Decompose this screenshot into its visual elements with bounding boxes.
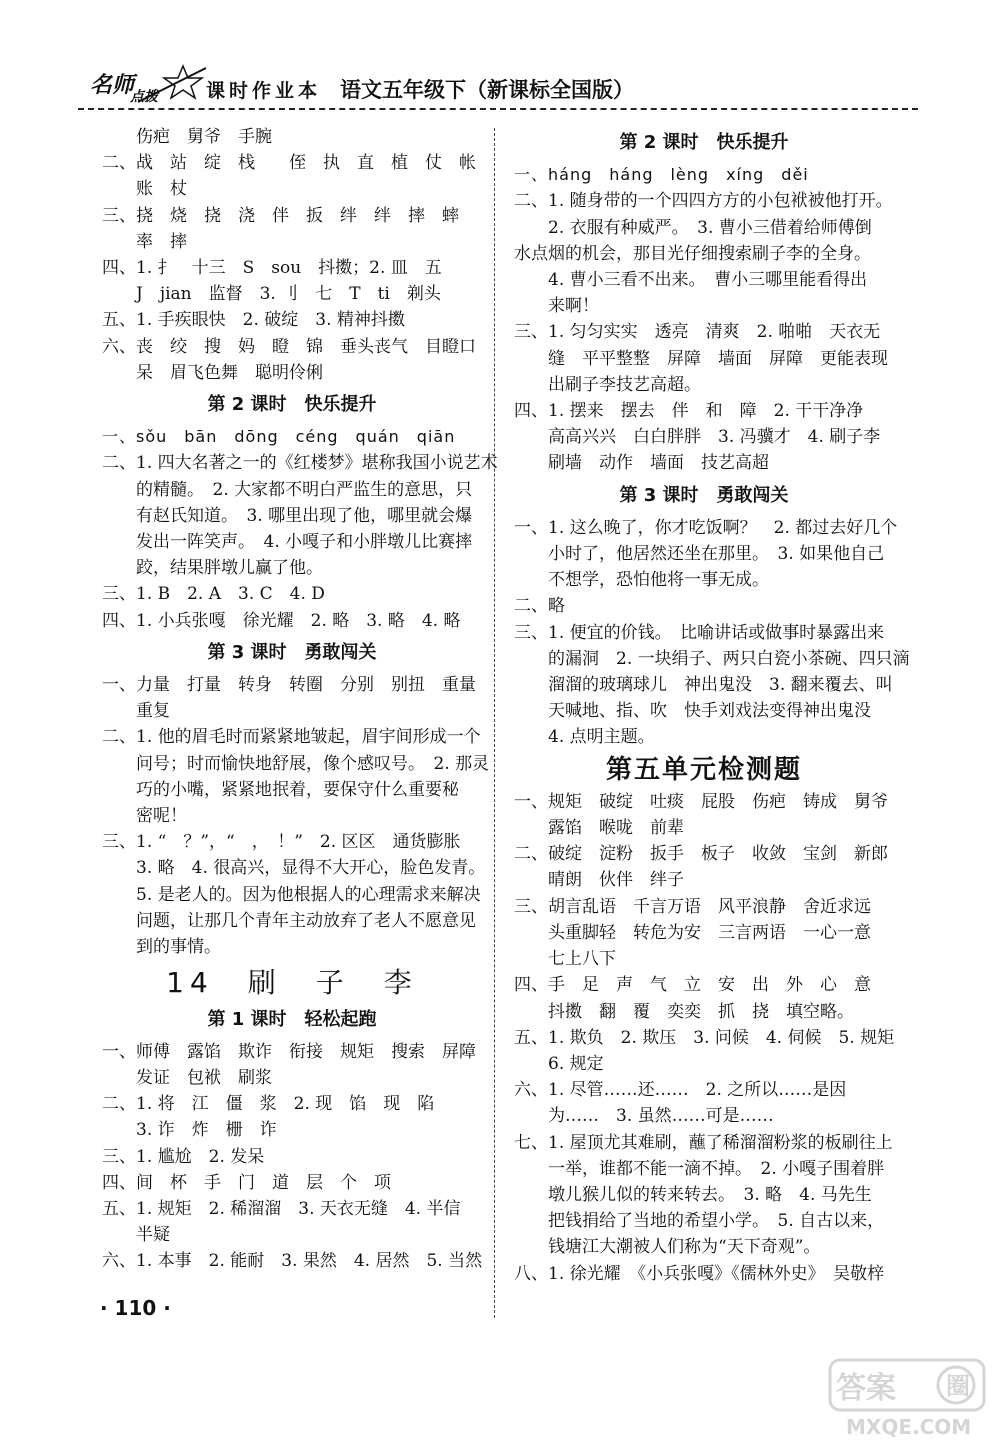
answer-line: 八、1. 徐光耀 《小兵张嘎》《儒林外史》 吴敬梓: [514, 1263, 885, 1284]
answer-line: 的漏洞 2. 一块绢子、两只白瓷小茶碗、四只滴: [548, 648, 910, 669]
answer-line: 四、1. 扌 十三 S sou 抖擞；2. 皿 五: [102, 258, 442, 279]
answer-line: 三、1. “ ？”，“ ， ！” 2. 区区 通货膨胀: [102, 832, 461, 853]
answer-line: 账 杖: [136, 179, 187, 200]
answer-line: 四、间 杯 手 门 道 层 个 项: [102, 1172, 391, 1193]
answer-line: 溜溜的玻璃球儿 神出鬼没 3. 翻来覆去、叫: [548, 675, 893, 696]
answer-line: 6. 规定: [548, 1053, 604, 1074]
answer-line: 一、师傅 露馅 欺诈 衔接 规矩 搜索 屏障: [102, 1041, 476, 1062]
logo-subtext: 点拨: [130, 89, 158, 105]
answer-line: 发证 包袱 刷浆: [136, 1067, 272, 1088]
answer-line: 一、规矩 破绽 吐痰 屁股 伤疤 铸成 舅爷: [514, 791, 888, 812]
answer-line: 一举，谁都不能一滴不掉。 2. 小嘎子围着胖: [548, 1158, 885, 1179]
svg-text:答案: 答案: [836, 1371, 896, 1406]
right-column: [514, 124, 910, 1287]
answer-line: 跤，结果胖墩儿赢了他。: [136, 558, 323, 579]
answer-line: 二、战 站 绽 栈 侄 执 直 植 仗 帐: [102, 153, 476, 174]
answer-line: 来啊！: [548, 296, 599, 317]
svg-text:MXQE.COM: MXQE.COM: [846, 1415, 972, 1439]
answer-line: 4. 点明主题。: [548, 727, 655, 748]
pinyin-line: 一、sǒu bān dōng céng quán qiān: [102, 427, 456, 447]
page-header: [78, 62, 918, 112]
answer-line: 把钱捐给了当地的希望小学。 5. 自古以来，: [548, 1211, 885, 1232]
logo-text: 名师: [90, 72, 135, 98]
answer-line: 出刷子李技艺高超。: [548, 374, 701, 395]
answer-line: 钱塘江大潮被人们称为“天下奇观”。: [548, 1237, 821, 1258]
answer-line: 问号；时而愉快地舒展，像个感叹号。 2. 那灵: [136, 753, 490, 774]
column-divider: [494, 128, 495, 1318]
answer-line: 有赵氏知道。 3. 哪里出现了他，哪里就会爆: [136, 505, 473, 526]
section-heading: 第 2 课时 快乐提升: [619, 132, 789, 153]
answer-line: 不想学，恐怕他将一事无成。: [548, 570, 769, 591]
answer-line: J jian 监督 3. 刂 七 T ti 剃头: [136, 284, 441, 305]
answer-line: 五、1. 手疾眼快 2. 破绽 3. 精神抖擞: [102, 310, 405, 331]
unit-test-title: 第五单元检测题: [605, 754, 802, 785]
answer-line: 4. 曹小三看不出来。 曹小三哪里能看得出: [548, 270, 868, 291]
answer-line: 头重脚轻 转危为安 三言两语 一心一意: [548, 922, 871, 943]
answer-line: 小时了，他居然还坐在那里。 3. 如果他自己: [548, 544, 885, 565]
answer-line: 的精髓。 2. 大家都不明白严监生的意思，只: [136, 479, 473, 500]
answer-line: 2. 衣服有种威严。 3. 曹小三借着给师傅倒: [548, 217, 872, 238]
answer-line: 呆 眉飞色舞 聪明伶俐: [136, 362, 323, 383]
series-name: 课时作业本: [206, 80, 322, 102]
answer-line: 七上八下: [548, 949, 616, 970]
book-title: 语文五年级下（新课标全国版）: [340, 78, 634, 102]
answer-line: 四、手 足 声 气 立 安 出 外 心 意: [514, 975, 871, 996]
answer-line: 缝 平平整整 屏障 墙面 屏障 更能表现: [548, 348, 888, 369]
pinyin-line: 一、háng háng lèng xíng děi: [514, 165, 809, 185]
answer-line: 一、1. 这么晚了，你才吃饭啊？ 2. 都过去好几个: [514, 517, 898, 538]
publisher-logo: [78, 62, 208, 108]
answer-line: 四、1. 摆来 摆去 伴 和 障 2. 干干净净: [514, 401, 864, 422]
answer-line: 5. 是老人的。因为他根据人的心理需求来解决: [136, 884, 481, 905]
section-heading: 第 1 课时 轻松起跑: [207, 1008, 377, 1030]
answer-line: 七、1. 屋顶尤其难刷，蘸了稀溜溜粉浆的板刷往上: [514, 1132, 893, 1153]
answer-line: 墩儿猴儿似的转来转去。 3. 略 4. 马先生: [548, 1184, 872, 1205]
answer-line: 一、力量 打量 转身 转圈 分别 别扭 重量: [102, 675, 476, 696]
answer-line: 六、1. 本事 2. 能耐 3. 果然 4. 居然 5. 当然: [102, 1251, 483, 1272]
answer-line: 四、1. 小兵张嘎 徐光耀 2. 略 3. 略 4. 略: [102, 610, 461, 631]
answer-line: 水点烟的机会，那目光仔细搜索刷子李的全身。: [514, 243, 871, 264]
page-number: · 110 ·: [100, 1296, 171, 1320]
answer-line: 巧的小嘴，紧紧地抿着，要保守什么重要秘: [136, 779, 459, 800]
answer-line: 二、1. 四大名著之一的《红楼梦》堪称我国小说艺术: [102, 453, 498, 474]
answer-line: 晴朗 伙伴 绊子: [548, 870, 684, 891]
answer-line: 三、1. 尴尬 2. 发呆: [102, 1146, 265, 1167]
answer-line: 六、1. 尽管……还…… 2. 之所以……是因: [514, 1080, 847, 1101]
answer-line: 3. 诈 炸 栅 诈: [136, 1120, 277, 1141]
answer-line: 二、1. 将 江 僵 浆 2. 现 馅 现 陷: [102, 1094, 435, 1115]
answer-line: 半疑: [136, 1225, 170, 1246]
left-column: [102, 124, 498, 1275]
answer-line: 二、破绽 淀粉 扳手 板子 收敛 宝剑 新郎: [514, 844, 888, 865]
answer-line: 二、1. 随身带的一个四四方方的小包袱被他打开。: [514, 191, 893, 212]
answer-line: 抖擞 翻 覆 奕奕 抓 挠 填空略。: [548, 1001, 854, 1022]
header-divider: [78, 108, 918, 110]
answer-line: 重复: [136, 701, 170, 722]
answer-line: 率 摔: [136, 231, 187, 252]
answer-line: 露馅 喉咙 前辈: [548, 818, 684, 839]
answer-line: 问题，让那几个青年主动放弃了老人不愿意见: [136, 910, 476, 931]
answer-line: 五、1. 规矩 2. 稀溜溜 3. 天衣无缝 4. 半信: [102, 1198, 461, 1219]
answer-line: 天喊地、指、吹 快手刘戏法变得神出鬼没: [548, 701, 871, 722]
section-heading: 第 3 课时 勇敢闯关: [207, 641, 377, 663]
lesson-title: 14 刷 子 李: [166, 966, 418, 1000]
answer-line: 二、略: [514, 596, 565, 617]
answer-line: 三、挠 烧 挠 浇 伴 扳 绊 绊 摔 蟀: [102, 205, 459, 226]
answer-line: 高高兴兴 白白胖胖 3. 冯骥才 4. 刷子李: [548, 427, 881, 448]
section-heading: 第 2 课时 快乐提升: [207, 394, 377, 416]
answer-line: 到的事情。: [136, 937, 221, 958]
watermark-logo: [826, 1356, 988, 1440]
svg-text:圈: 圈: [946, 1372, 970, 1400]
answer-line: 三、1. 匀匀实实 透亮 清爽 2. 啪啪 天衣无: [514, 322, 881, 343]
answer-line: 密呢！: [136, 806, 187, 827]
answer-line: 三、1. 便宜的价钱。 比喻讲话或做事时暴露出来: [514, 622, 885, 643]
answer-line: 三、胡言乱语 千言万语 风平浪静 舍近求远: [514, 896, 871, 917]
answer-line: 六、丧 绞 搜 妈 瞪 锦 垂头丧气 目瞪口: [102, 336, 476, 357]
answer-line: 为…… 3. 虽然……可是……: [548, 1106, 774, 1127]
answer-line: 发出一阵笑声。 4. 小嘎子和小胖墩儿比赛摔: [136, 532, 473, 553]
answer-line: 五、1. 欺负 2. 欺压 3. 问候 4. 伺候 5. 规矩: [514, 1027, 895, 1048]
answer-line: 三、1. B 2. A 3. C 4. D: [102, 584, 325, 605]
answer-line: 伤疤 舅爷 手腕: [136, 127, 272, 147]
answer-line: 二、1. 他的眉毛时而紧紧地皱起，眉宇间形成一个: [102, 727, 481, 748]
answer-line: 刷墙 动作 墙面 技艺高超: [548, 453, 769, 474]
section-heading: 第 3 课时 勇敢闯关: [619, 484, 789, 506]
answer-line: 3. 略 4. 很高兴，显得不大开心，脸色发青。: [136, 858, 486, 879]
